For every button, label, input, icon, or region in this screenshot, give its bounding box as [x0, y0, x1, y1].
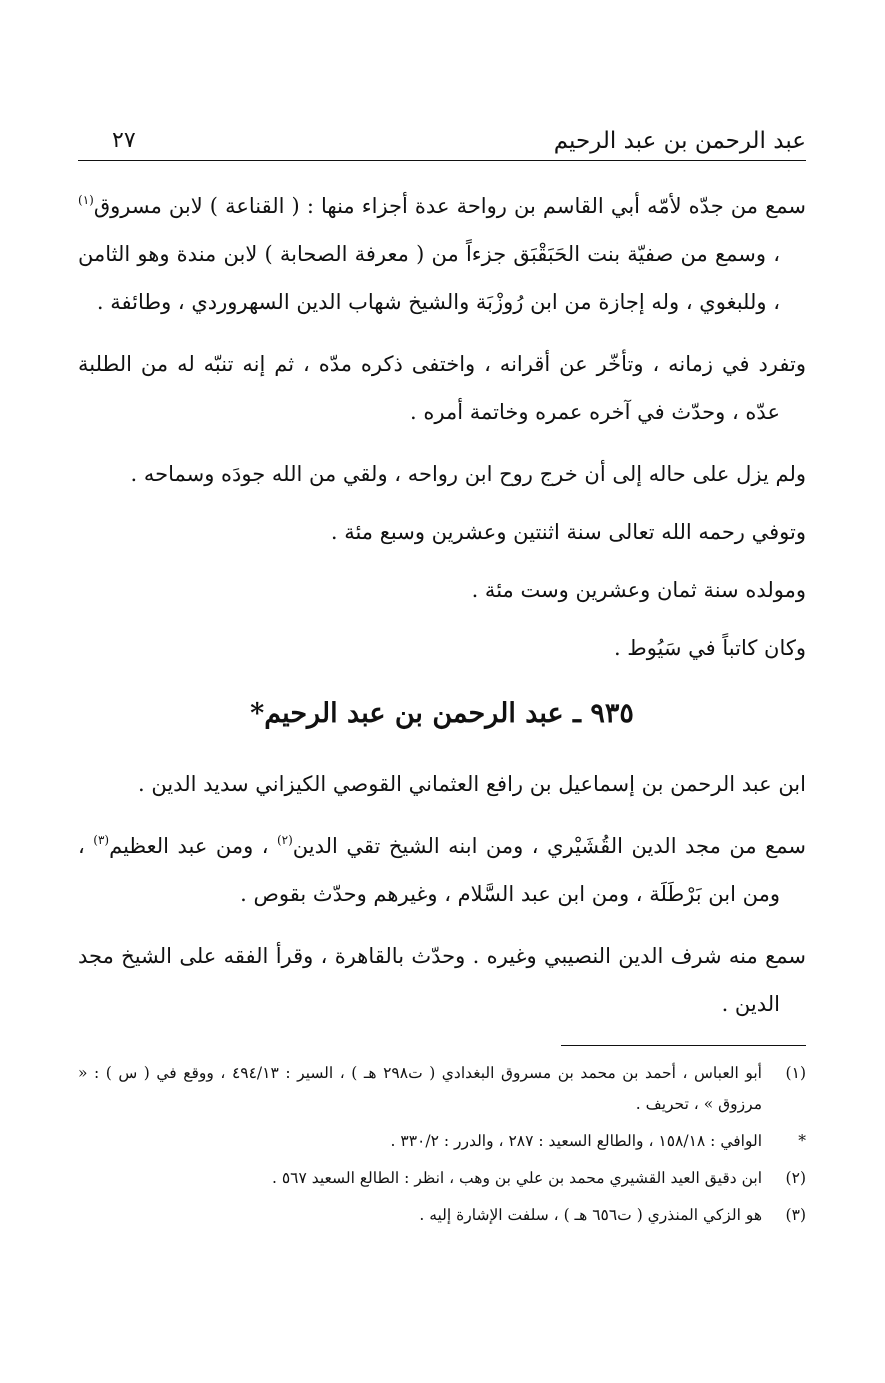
- paragraph-text: ، وسمع من صفيّة بنت الحَبَقْبَق جزءاً من ( معرفة الصحابة ) لابن مندة وهو الثامن ، وللبغوي ، وله إجازة من ابن رُوزْبَة والشيخ شهاب الدين السهروردي ، وطائفة .: [78, 242, 780, 314]
- paragraph-text: ، ومن ابن بَرْطَلَة ، ومن ابن عبد السَّلام ، وغيرهم وحدّث بقوص .: [78, 834, 780, 906]
- footnote-ref: (٢): [276, 833, 293, 847]
- footnote: [78, 1163, 806, 1194]
- paragraph: وكان كاتباً في سَيُوط .: [613, 636, 806, 660]
- footnote-text: هو الزكي المنذري ( ت٦٥٦ هـ ) ، سلفت الإشارة إليه .: [419, 1206, 762, 1224]
- footnote: [78, 1126, 806, 1157]
- footnote-text: أبو العباس ، أحمد بن محمد بن مسروق البغدادي ( ت٢٩٨ هـ ) ، السير : ٤٩٤/١٣ ، ووقع في ( س ) : « مرزوق » ، تحريف .: [78, 1064, 762, 1113]
- paragraph-text: سمع من جدّه لأمّه أبي القاسم بن رواحة عدة أجزاء منها : ( القناعة ) لابن مسروق: [93, 194, 806, 218]
- footnote-mark: (٢): [785, 1169, 806, 1187]
- footnote-text: ابن دقيق العيد القشيري محمد بن علي بن وهب ، انظر : الطالع السعيد ٥٦٧ .: [271, 1169, 762, 1187]
- footnote: [78, 1200, 806, 1231]
- footnote-separator: [561, 1045, 806, 1046]
- page-header: [78, 118, 806, 161]
- paragraph-text: ، ومن عبد العظيم: [109, 834, 269, 858]
- page-number: ٢٧: [112, 128, 136, 153]
- running-title: عبد الرحمن بن عبد الرحيم: [553, 128, 806, 154]
- entry-heading: ٩٣٥ ـ عبد الرحمن بن عبد الرحيم*: [250, 698, 634, 729]
- paragraph: سمع منه شرف الدين النصيبي وغيره . وحدّث بالقاهرة ، وقرأ الفقه على الشيخ مجد الدين .: [78, 944, 806, 1016]
- paragraph: وتوفي رحمه الله تعالى سنة اثنتين وعشرين وسبع مئة .: [330, 520, 806, 544]
- footnote-mark: (٣): [785, 1206, 806, 1224]
- paragraph: [78, 182, 806, 326]
- paragraph: ومولده سنة ثمان وعشرين وست مئة .: [471, 578, 806, 602]
- paragraph: [78, 822, 806, 918]
- footnote-mark: (١): [785, 1064, 806, 1082]
- footnote-mark: *: [798, 1132, 806, 1150]
- footnote-ref: (١): [78, 193, 94, 207]
- footnote-ref: (٣): [93, 833, 110, 847]
- paragraph: ابن عبد الرحمن بن إسماعيل بن رافع العثماني القوصي الكيزاني سديد الدين .: [138, 772, 806, 796]
- footnote: [78, 1058, 806, 1120]
- main-text: [78, 182, 806, 1042]
- footnote-text: الوافي : ١٥٨/١٨ ، والطالع السعيد : ٢٨٧ ، والدرر : ٣٣٠/٢ .: [390, 1132, 762, 1150]
- paragraph: وتفرد في زمانه ، وتأخّر عن أقرانه ، واختفى ذكره مدّه ، ثم إنه تنبّه له من الطلبة عدّه ، وحدّث في آخره عمره وخاتمة أمره .: [78, 352, 806, 424]
- footnotes: [78, 1058, 806, 1237]
- paragraph-text: سمع من مجد الدين القُشَيْري ، ومن ابنه الشيخ تقي الدين: [292, 834, 806, 858]
- paragraph: ولم يزل على حاله إلى أن خرج روح ابن رواحه ، ولقي من الله جودَه وسماحه .: [130, 462, 806, 486]
